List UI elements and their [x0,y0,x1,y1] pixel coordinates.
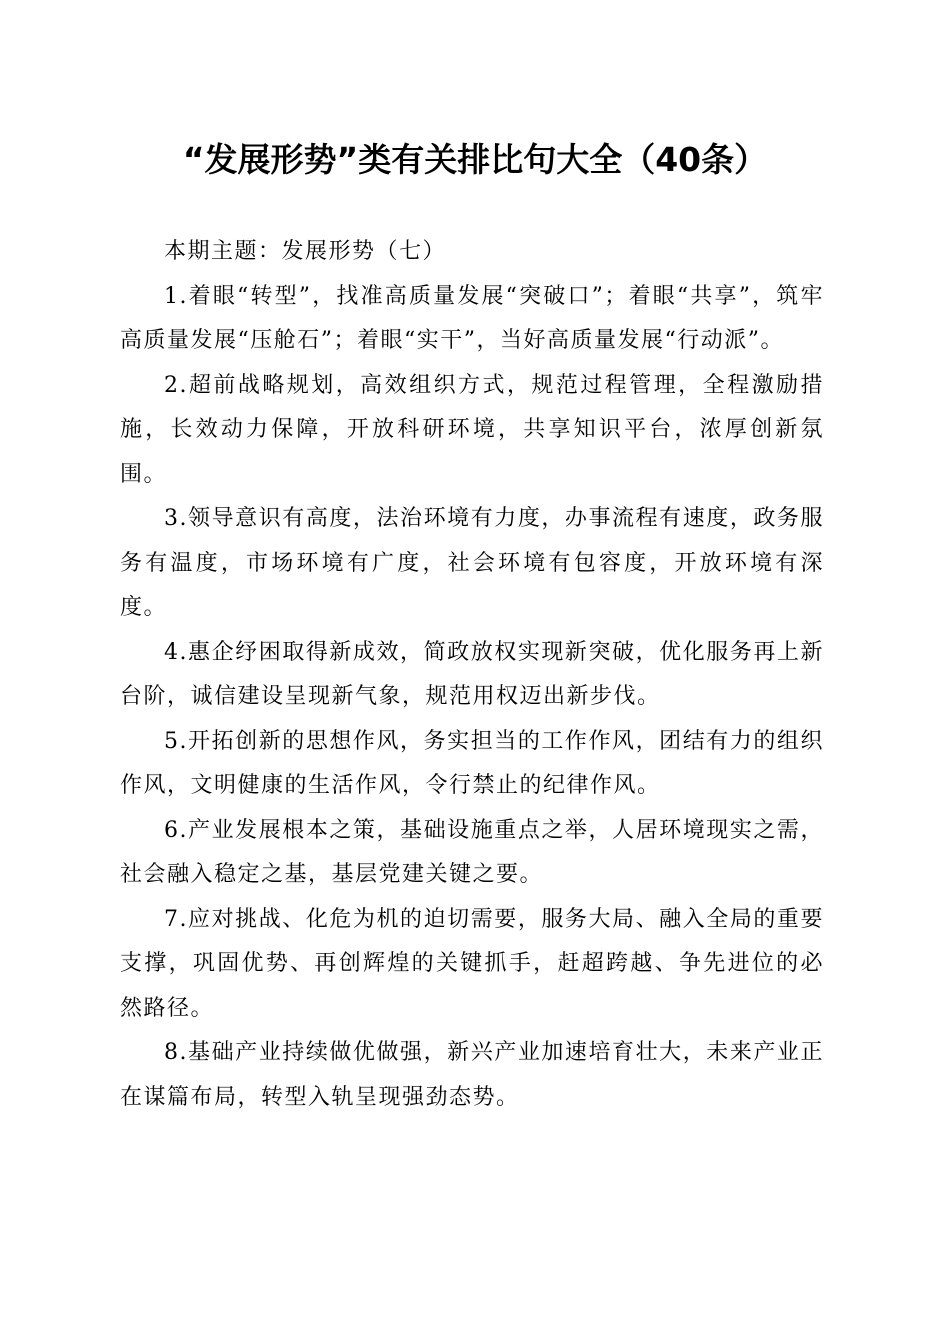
document-title: “发展形势”类有关排比句大全（40条） [182,140,768,179]
paragraph-item-2: 2.超前战略规划，高效组织方式，规范过程管理，全程激励措施，长效动力保障，开放科研环境，共享知识平台，浓厚创新氛围。 [120,372,824,487]
paragraph-item-1: 1.着眼“转型”，找准高质量发展“突破口”；着眼“共享”，筑牢高质量发展“压舱石”；着眼“实干”，当好高质量发展“行动派”。 [120,283,824,353]
paragraph-item-8: 8.基础产业持续做优做强，新兴产业加速培育壮大，未来产业正在谋篇布局，转型入轨呈现强劲态势。 [120,1040,824,1110]
paragraph-item-4: 4.惠企纾困取得新成效，简政放权实现新突破，优化服务再上新台阶，诚信建设呈现新气象，规范用权迈出新步伐。 [120,639,824,709]
document-body [120,230,824,1120]
paragraph-item-5: 5.开拓创新的思想作风，务实担当的工作作风，团结有力的组织作风，文明健康的生活作风，令行禁止的纪律作风。 [120,728,824,798]
paragraph-item-3: 3.领导意识有高度，法治环境有力度，办事流程有速度，政务服务有温度，市场环境有广度，社会环境有包容度，开放环境有深度。 [120,506,824,620]
paragraph-item-7: 7.应对挑战、化危为机的迫切需要，服务大局、融入全局的重要支撑，巩固优势、再创辉煌的关键抓手，赶超跨越、争先进位的必然路径。 [120,906,824,1021]
paragraph-theme: 本期主题：发展形势（七） [164,239,447,264]
paragraph-item-6: 6.产业发展根本之策，基础设施重点之举，人居环境现实之需，社会融入稳定之基，基层党建关键之要。 [120,817,824,887]
